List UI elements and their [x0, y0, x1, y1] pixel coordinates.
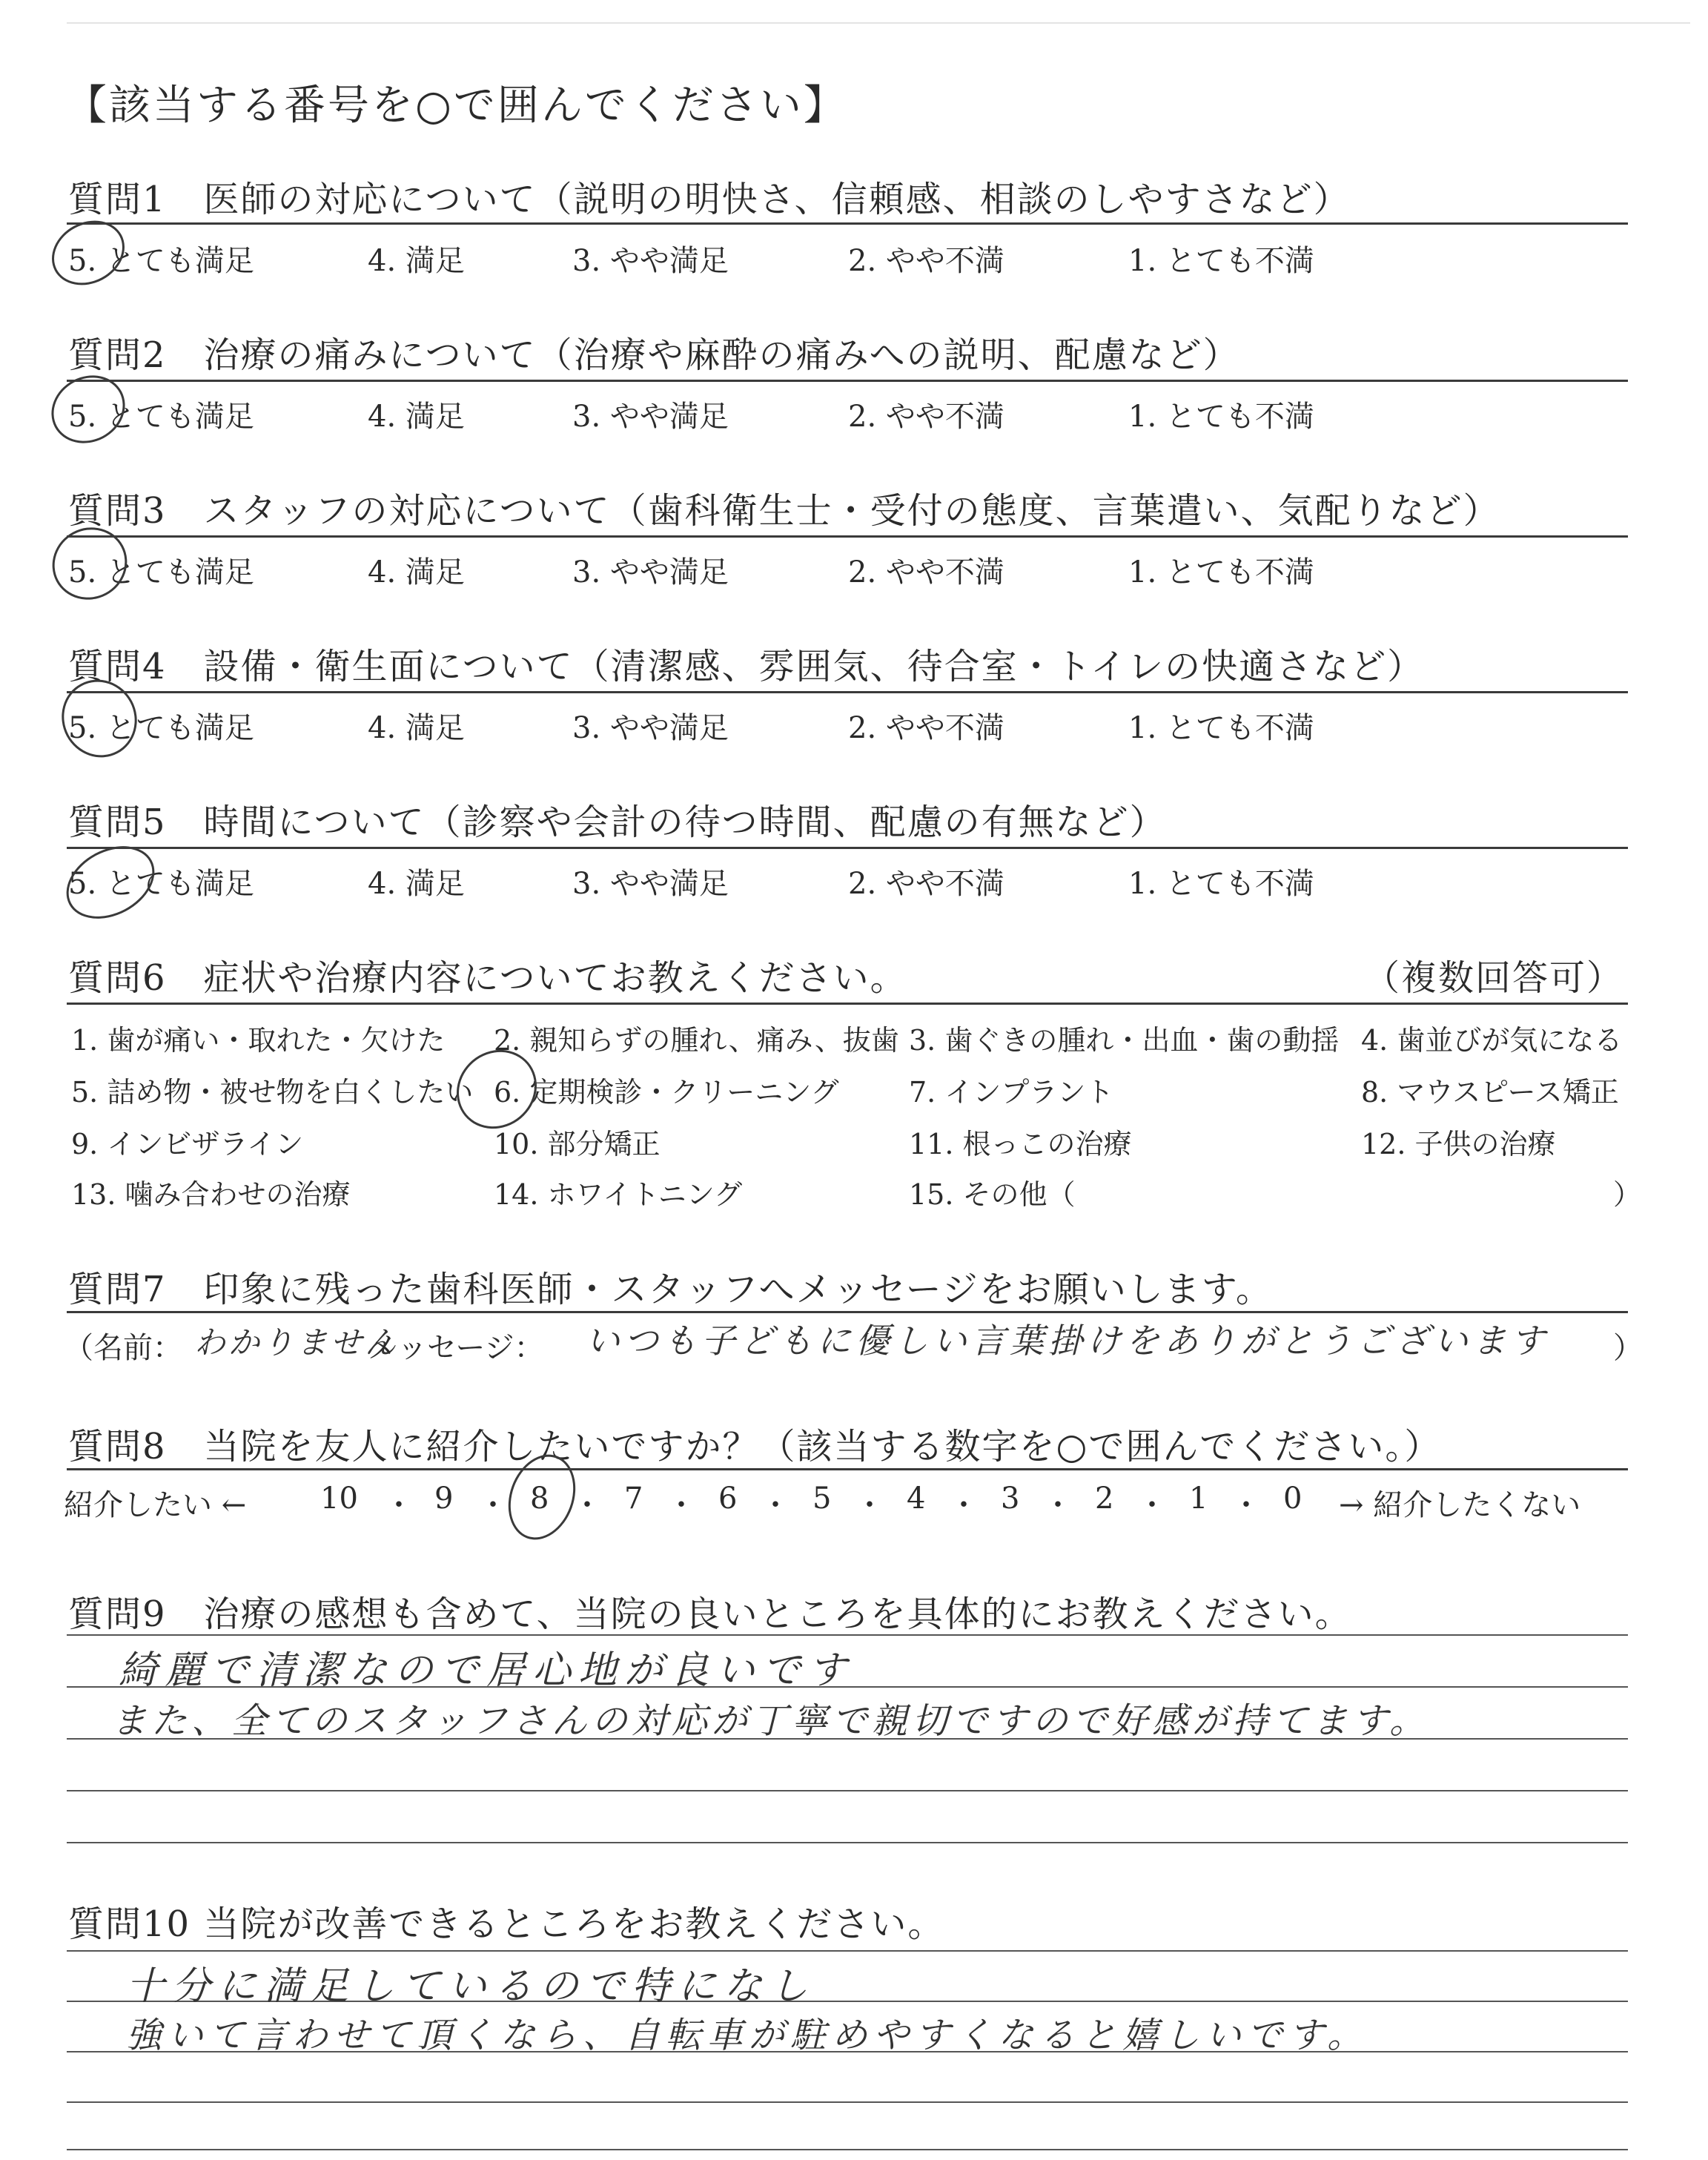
- q8-scale-10[interactable]: 10: [320, 1482, 358, 1516]
- q5-option-4[interactable]: 4. 満足: [368, 867, 465, 901]
- q7-close-paren: ）: [1613, 1331, 1643, 1365]
- q8-scale-0[interactable]: 0: [1283, 1482, 1302, 1516]
- q9-answer-line-1: 綺麗で清潔なので居心地が良いです: [119, 1648, 855, 1693]
- q4-option-2[interactable]: 2. やや不満: [848, 711, 1004, 745]
- question-8-rule: [67, 1468, 1628, 1470]
- q8-separator-dot: ・: [572, 1488, 602, 1522]
- q2-option-2[interactable]: 2. やや不満: [848, 400, 1004, 434]
- q10-answer-rule-4: [67, 2101, 1628, 2103]
- q6-option-3[interactable]: 3. 歯ぐきの腫れ・出血・歯の動揺: [909, 1024, 1340, 1057]
- q2-option-1[interactable]: 1. とても不満: [1128, 400, 1314, 434]
- q8-separator-dot: ・: [384, 1488, 414, 1522]
- q8-separator-dot: ・: [761, 1488, 790, 1522]
- q6-option-6[interactable]: 6. 定期検診・クリーニング: [494, 1076, 839, 1109]
- q8-scale-3[interactable]: 3: [1001, 1482, 1020, 1516]
- q8-separator-dot: ・: [1137, 1488, 1167, 1522]
- q10-answer-rule-1: [67, 1950, 1628, 1952]
- q1-option-1[interactable]: 1. とても不満: [1128, 244, 1314, 278]
- q8-separator-dot: ・: [1231, 1488, 1261, 1522]
- question-7-title: 質問7 印象に残った歯科医師・スタッフへメッセージをお願いします。: [68, 1269, 1273, 1310]
- q1-option-5[interactable]: 5. とても満足: [68, 244, 254, 278]
- q6-option-14[interactable]: 14. ホワイトニング: [494, 1178, 743, 1211]
- q4-option-5[interactable]: 5. とても満足: [68, 711, 254, 745]
- q6-option-9[interactable]: 9. インビザライン: [71, 1128, 304, 1160]
- q6-option-8[interactable]: 8. マウスピース矯正: [1361, 1076, 1619, 1109]
- question-2-rule: [67, 380, 1628, 382]
- question-4-title: 質問4 設備・衛生面について（清潔感、雰囲気、待合室・トイレの快適さなど）: [68, 646, 1425, 687]
- question-10-title: 質問10 当院が改善できるところをお教えください。: [68, 1903, 945, 1945]
- q8-scale-4[interactable]: 4: [907, 1482, 926, 1516]
- form-header: 【該当する番号を○で囲んでください】: [65, 82, 847, 130]
- q6-other-close-paren: ）: [1613, 1178, 1642, 1211]
- question-5-title: 質問5 時間について（診察や会計の待つ時間、配慮の有無など）: [68, 802, 1167, 843]
- q5-option-5[interactable]: 5. とても満足: [68, 867, 254, 901]
- q3-option-1[interactable]: 1. とても不満: [1128, 555, 1314, 589]
- q9-answer-line-2: また、全てのスタッフさんの対応が丁寧で親切ですので好感が持てます。: [111, 1700, 1430, 1742]
- question-6-title: 質問6 症状や治療内容についてお教えください。: [68, 957, 907, 999]
- q6-option-15[interactable]: 15. その他（: [909, 1178, 1076, 1211]
- question-4-rule: [67, 691, 1628, 693]
- q2-option-4[interactable]: 4. 満足: [368, 400, 465, 434]
- q8-scale-2[interactable]: 2: [1095, 1482, 1114, 1516]
- question-3-rule: [67, 535, 1628, 538]
- q7-name-label: （名前：: [64, 1331, 182, 1365]
- question-7-rule: [67, 1311, 1628, 1313]
- q5-option-3[interactable]: 3. やや満足: [572, 867, 729, 901]
- q7-message-value: いつも子どもに優しい言葉掛けをありがとうございます: [586, 1321, 1549, 1361]
- q8-scale-6[interactable]: 6: [718, 1482, 738, 1516]
- q8-separator-dot: ・: [666, 1488, 696, 1522]
- q4-option-4[interactable]: 4. 満足: [368, 711, 465, 745]
- q6-option-7[interactable]: 7. インプラント: [909, 1076, 1114, 1109]
- q3-option-3[interactable]: 3. やや満足: [572, 555, 729, 589]
- q9-answer-rule-1: [67, 1634, 1628, 1636]
- q10-answer-line-2: 強いて言わせて頂くなら、自転車が駐めやすくなると嬉しいです。: [126, 2015, 1369, 2056]
- q3-option-4[interactable]: 4. 満足: [368, 555, 465, 589]
- q6-option-2[interactable]: 2. 親知らずの腫れ、痛み、抜歯: [494, 1024, 899, 1057]
- q1-option-2[interactable]: 2. やや不満: [848, 244, 1004, 278]
- q5-option-1[interactable]: 1. とても不満: [1128, 867, 1314, 901]
- q10-answer-line-1: 十分に満足しているので特になし: [126, 1964, 816, 2009]
- q4-option-3[interactable]: 3. やや満足: [572, 711, 729, 745]
- q6-option-13[interactable]: 13. 噛み合わせの治療: [71, 1178, 351, 1211]
- question-8-title: 質問8 当院を友人に紹介したいですか？（該当する数字を○で囲んでください。）: [68, 1426, 1442, 1467]
- question-5-rule: [67, 847, 1628, 849]
- q7-message-label: メッセージ：: [368, 1331, 544, 1365]
- question-2-title: 質問2 治療の痛みについて（治療や麻酔の痛みへの説明、配慮など）: [68, 334, 1240, 376]
- q6-option-4[interactable]: 4. 歯並びが気になる: [1361, 1024, 1623, 1057]
- q6-option-1[interactable]: 1. 歯が痛い・取れた・欠けた: [71, 1024, 446, 1057]
- q8-scale-1[interactable]: 1: [1189, 1482, 1208, 1516]
- q8-separator-dot: ・: [855, 1488, 884, 1522]
- question-1-rule: [67, 222, 1628, 225]
- q9-answer-rule-5: [67, 1842, 1628, 1843]
- q8-right-label: → 紹介したくない: [1339, 1488, 1581, 1522]
- q6-option-12[interactable]: 12. 子供の治療: [1361, 1128, 1556, 1160]
- q6-option-5[interactable]: 5. 詰め物・被せ物を白くしたい: [71, 1076, 474, 1109]
- top-edge-line: [67, 22, 1690, 24]
- q8-scale-7[interactable]: 7: [624, 1482, 643, 1516]
- question-3-title: 質問3 スタッフの対応について（歯科衛生士・受付の態度、言葉遣い、気配りなど）: [68, 490, 1500, 532]
- q6-option-11[interactable]: 11. 根っこの治療: [909, 1128, 1132, 1160]
- q2-option-5[interactable]: 5. とても満足: [68, 400, 254, 434]
- question-6-rule: [67, 1003, 1628, 1005]
- q1-option-4[interactable]: 4. 満足: [368, 244, 465, 278]
- q8-separator-dot: ・: [949, 1488, 979, 1522]
- q5-option-2[interactable]: 2. やや不満: [848, 867, 1004, 901]
- question-9-title: 質問9 治療の感想も含めて、当院の良いところを具体的にお教えください。: [68, 1593, 1352, 1635]
- q2-option-3[interactable]: 3. やや満足: [572, 400, 729, 434]
- q8-scale-8[interactable]: 8: [530, 1482, 549, 1516]
- q3-option-5[interactable]: 5. とても満足: [68, 555, 254, 589]
- q8-separator-dot: ・: [478, 1488, 508, 1522]
- question-1-title: 質問1 医師の対応について（説明の明快さ、信頼感、相談のしやすさなど）: [68, 179, 1351, 220]
- question-6-note: （複数回答可）: [1364, 957, 1624, 999]
- q8-left-label: 紹介したい ←: [64, 1488, 247, 1522]
- q10-answer-rule-5: [67, 2149, 1628, 2150]
- q8-scale-5[interactable]: 5: [812, 1482, 832, 1516]
- q8-scale-9[interactable]: 9: [434, 1482, 454, 1516]
- q7-name-value: わかりません: [194, 1324, 400, 1361]
- q6-option-10[interactable]: 10. 部分矯正: [494, 1128, 661, 1160]
- q9-answer-rule-4: [67, 1790, 1628, 1791]
- q3-option-2[interactable]: 2. やや不満: [848, 555, 1004, 589]
- q8-separator-dot: ・: [1043, 1488, 1073, 1522]
- q1-option-3[interactable]: 3. やや満足: [572, 244, 729, 278]
- q4-option-1[interactable]: 1. とても不満: [1128, 711, 1314, 745]
